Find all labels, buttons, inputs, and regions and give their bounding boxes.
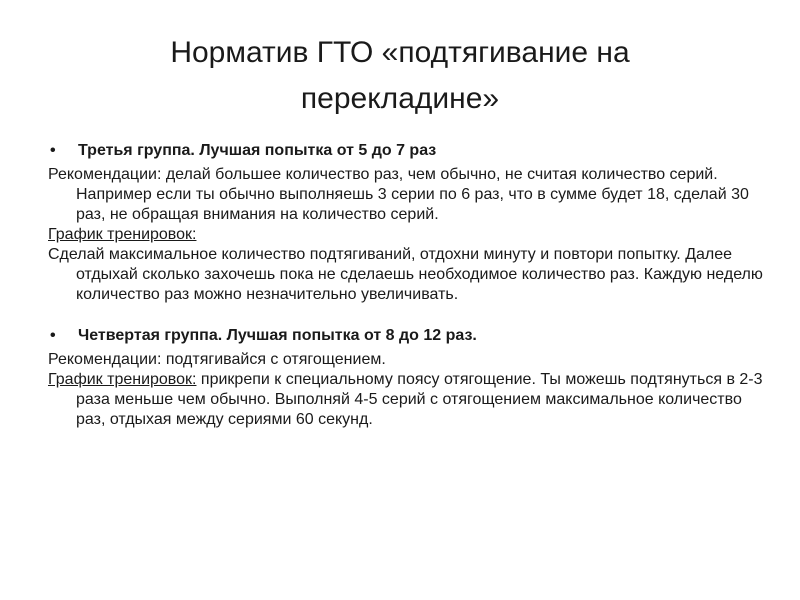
group3-schedule-text: Сделай максимальное количество подтягиваний, отдохни минуту и повтори попытку. Далее отдыхай сколько захочешь пока не сделаешь необходимое количество раз. Каждую неделю количество раз можно незначительно увеличивать. (48, 246, 763, 303)
title-line-1: Норматив ГТО «подтягивание на (170, 36, 630, 69)
group4-schedule-text: прикрепи к специальному поясу отягощение. Ты можешь подтянуться в 2-3 раза меньше чем обычно. Выполняй 4-5 серий с отягощением максимальное количество раз, отдыхая между сериями 60 секунд. (76, 371, 763, 428)
slide-content (48, 141, 768, 430)
spacer (48, 305, 768, 326)
group4-schedule (48, 370, 768, 430)
group3-recommendations: Рекомендации: делай большее количество раз, чем обычно, не считая количество серий. Например если ты обычно выполняешь 3 серии по 6 раз, что в сумме будет 18, сделай 30 раз, не обращая внимания на количество серий. (48, 166, 749, 223)
group3-schedule-label: График тренировок: (48, 226, 197, 243)
group4-recommendations: Рекомендации: подтягивайся с отягощением. (48, 351, 386, 368)
group3-heading (48, 141, 768, 161)
bullet-icon: • (50, 327, 56, 344)
group4-heading (48, 326, 768, 346)
group3-heading-text: Третья группа. Лучшая попытка от 5 до 7 раз (78, 142, 437, 159)
slide-title (60, 30, 740, 122)
group4-heading-text: Четвертая группа. Лучшая попытка от 8 до 12 раз. (78, 327, 477, 344)
title-line-2: перекладине» (300, 82, 500, 115)
group4-schedule-label: График тренировок: (48, 371, 197, 388)
bullet-icon: • (50, 142, 56, 159)
